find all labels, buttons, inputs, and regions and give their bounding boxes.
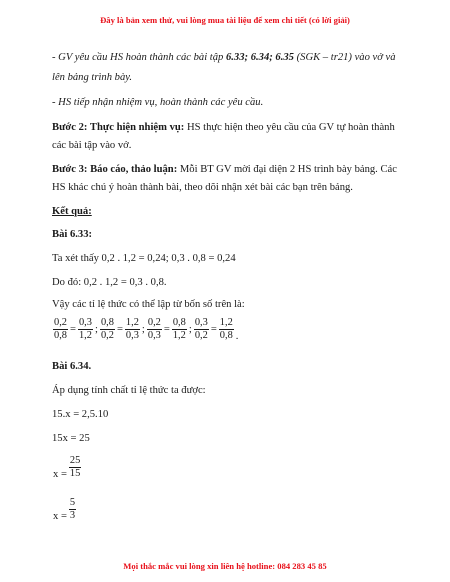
step3-line2: HS khác chú ý hoàn thành bài, theo dõi nhận xét bài các bạn trên bảng. xyxy=(52,182,353,193)
bai-634-line3: 15x = 25 xyxy=(52,433,90,444)
bai-634-line1: Áp dụng tính chất tỉ lệ thức ta được: xyxy=(52,385,206,396)
fraction: $\frac{0,3}{0,2}$ xyxy=(194,317,208,341)
step2-text: HS thực hiện theo yêu cầu của GV tự hoàn thành xyxy=(184,122,395,133)
fraction: $\frac{0,8}{0,2}$ xyxy=(100,317,114,341)
bai-633-line3: Vậy các tỉ lệ thức có thể lập từ bốn số trên là: xyxy=(52,299,245,310)
x-label: x = xyxy=(53,469,67,480)
gv-instruction-suffix: (SGK – tr21) vào vở và xyxy=(293,52,396,63)
step3-label: Bước 3: Báo cáo, thảo luận: xyxy=(52,164,178,175)
hotline-banner: Mọi thắc mắc vui lòng xin liên hệ hotline: 084 283 45 85 xyxy=(123,561,327,571)
exercise-numbers: 6.33; 6.34; 6.35 xyxy=(225,52,294,63)
preview-banner: Đây là bản xem thử, vui lòng mua tài liệu để xem chi tiết (có lời giải) xyxy=(100,15,350,25)
equals-sign: = xyxy=(70,324,76,335)
bai-634-line2: 15.x = 2,5.10 xyxy=(52,409,109,420)
result-heading: Kết quả: xyxy=(52,206,92,217)
fraction: $\frac{0,3}{1,2}$ xyxy=(78,317,92,341)
proportion-fractions xyxy=(52,317,239,342)
period: . xyxy=(235,331,239,342)
fraction: $\frac{0,2}{0,8}$ xyxy=(54,317,67,341)
x-equals-fraction-1 xyxy=(52,455,82,480)
fraction: $\frac{0,2}{0,3}$ xyxy=(147,317,161,341)
gv-instruction-line2: lên bảng trình bày. xyxy=(52,72,133,83)
step3-text: Mỗi BT GV mời đại diện 2 HS trình bày bảng. Các xyxy=(177,164,397,175)
step2-line1 xyxy=(52,122,395,133)
x-equals-fraction-2 xyxy=(52,497,77,522)
equals-sign: = xyxy=(116,324,123,335)
bai-633-line2: Do đó: 0,2 . 1,2 = 0,3 . 0,8. xyxy=(52,277,167,288)
fraction: $\frac{1,2}{0,3}$ xyxy=(125,317,139,341)
fraction: $\frac{1,2}{0,8}$ xyxy=(219,317,233,341)
gv-instruction-text: - GV yêu cầu HS hoàn thành các bài tập xyxy=(52,52,226,63)
step3-line1 xyxy=(52,164,397,175)
bai-634-title: Bài 6.34. xyxy=(52,361,92,372)
separator: ; xyxy=(188,324,192,335)
gv-instruction-line1 xyxy=(52,52,396,63)
step2-line2: các bài tập vào vở. xyxy=(52,140,132,151)
separator: ; xyxy=(94,324,98,335)
bai-633-title: Bài 6.33: xyxy=(52,229,93,240)
bai-633-line1: Ta xét thấy 0,2 . 1,2 = 0,24; 0,3 . 0,8 = 0,24 xyxy=(52,253,236,264)
fraction: $\frac{0,8}{1,2}$ xyxy=(172,317,186,341)
equals-sign: = xyxy=(210,324,217,335)
separator: ; xyxy=(141,324,145,335)
fraction: $\frac{25}{15}$ xyxy=(69,455,81,479)
fraction: $\frac{5}{3}$ xyxy=(69,497,76,521)
x-label: x = xyxy=(53,511,67,522)
hs-task-line: - HS tiếp nhận nhiệm vụ, hoàn thành các yêu cầu. xyxy=(52,97,264,108)
step2-label: Bước 2: Thực hiện nhiệm vụ: xyxy=(52,122,185,133)
equals-sign: = xyxy=(163,324,170,335)
